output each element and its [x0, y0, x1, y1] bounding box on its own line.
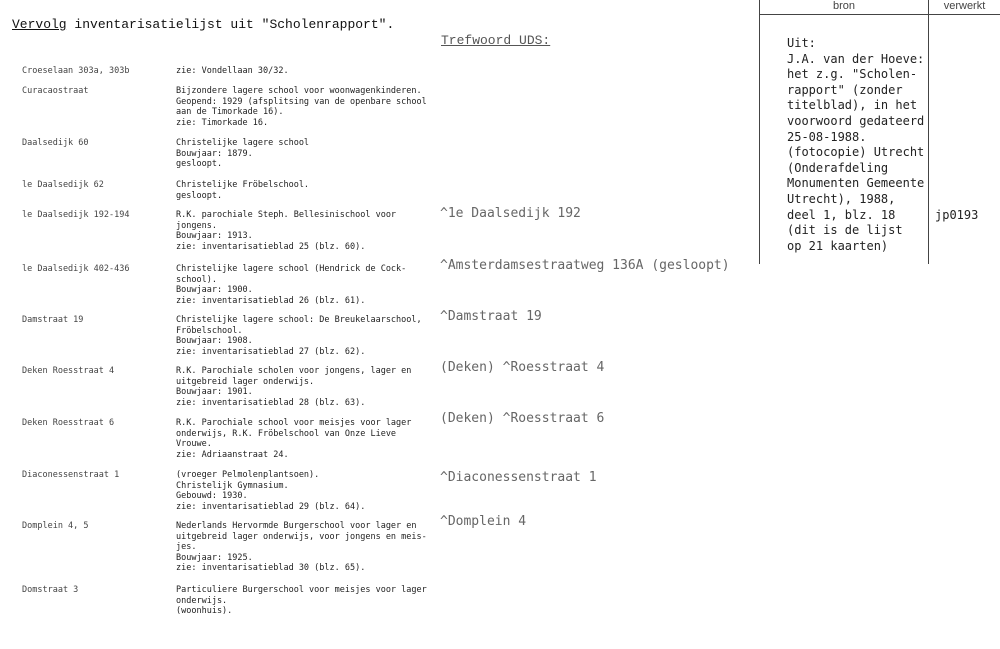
entry-address: Daalsedijk 60 — [22, 138, 89, 148]
entry-trefwoord: ^Amsterdamsestraatweg 136A (gesloopt) — [440, 258, 730, 273]
entry-description: Christelijke lagere school: De Breukelaarschool, Fröbelschool. Bouwjaar: 1908. zie: inventarisatieblad 27 (blz. 62). — [176, 315, 422, 357]
entry-address: le Daalsedijk 62 — [22, 180, 104, 190]
entry-description: Christelijke lagere school (Hendrick de Cock- school). Bouwjaar: 1900. zie: inventarisatieblad 26 (blz. 61). — [176, 264, 407, 306]
entry-description: Christelijke Fröbelschool. gesloopt. — [176, 180, 310, 201]
bron-text: Uit: J.A. van der Hoeve: het z.g. "Scholen- rapport" (zonder titelblad), in het voorwoord gedateerd 25-08-1988. (fotocopie) Utrecht (Onderafdeling Monumenten Gemeente Utrecht), 1988, deel 1, blz. 18 (dit is de lijst op 21 kaarten) — [787, 36, 925, 253]
entry-trefwoord: ^Domplein 4 — [440, 514, 527, 529]
entry-trefwoord: ^1e Daalsedijk 192 — [440, 206, 581, 221]
entry-description: Christelijke lagere school Bouwjaar: 1879. gesloopt. — [176, 138, 310, 170]
entry-address: Diaconessenstraat 1 — [22, 470, 120, 480]
entry-description: zie: Vondellaan 30/32. — [176, 66, 289, 76]
source-box-divider — [928, 0, 929, 264]
page-title — [12, 17, 394, 32]
entry-address: le Daalsedijk 192-194 — [22, 210, 130, 220]
entry-trefwoord: ^Diaconessenstraat 1 — [440, 470, 597, 485]
entry-description: Bijzondere lagere school voor woonwagenkinderen. Geopend: 1929 (afsplitsing van de openbare school aan de Timorkade 16). zie: Timorkade 16. — [176, 86, 427, 128]
entry-description: (vroeger Pelmolenplantsoen). Christelijk Gymnasium. Gebouwd: 1930. zie: inventarisatieblad 29 (blz. 64). — [176, 470, 366, 512]
entry-address: Domstraat 3 — [22, 585, 79, 595]
entry-address: Domplein 4, 5 — [22, 521, 89, 531]
entry-description: Particuliere Burgerschool voor meisjes voor lager onderwijs. (woonhuis). — [176, 585, 427, 617]
entry-trefwoord: (Deken) ^Roesstraat 6 — [440, 411, 605, 426]
title-rest: inventarisatielijst uit "Scholenrapport". — [66, 17, 395, 32]
source-box-left-border — [759, 0, 760, 264]
entry-description: R.K. parochiale Steph. Bellesinischool voor jongens. Bouwjaar: 1913. zie: inventarisatieblad 25 (blz. 60). — [176, 210, 397, 252]
entry-trefwoord: (Deken) ^Roesstraat 4 — [440, 360, 605, 375]
title-prefix: Vervolg — [12, 17, 67, 32]
entry-address: Deken Roesstraat 4 — [22, 366, 115, 376]
entry-address: Curacaostraat — [22, 86, 89, 96]
entry-description: R.K. Parochiale school voor meisjes voor lager onderwijs, R.K. Fröbelschool van Onze Lieve Vrouwe. zie: Adriaanstraat 24. — [176, 418, 412, 460]
source-box-header-line — [759, 14, 1000, 15]
column-header-bron: bron — [832, 0, 856, 12]
trefwoord-heading: Trefwoord UDS: — [441, 33, 551, 48]
entry-address: Croeselaan 303a, 303b — [22, 66, 130, 76]
entry-address: Damstraat 19 — [22, 315, 84, 325]
column-header-verwerkt: verwerkt — [943, 0, 986, 12]
verwerkt-text: jp0193 — [935, 208, 979, 222]
entry-address: le Daalsedijk 402-436 — [22, 264, 130, 274]
entry-address: Deken Roesstraat 6 — [22, 418, 115, 428]
entry-trefwoord: ^Damstraat 19 — [440, 309, 542, 324]
entry-description: Nederlands Hervormde Burgerschool voor lager en uitgebreid lager onderwijs, voor jongens en meis- jes. Bouwjaar: 1925. zie: inventarisatieblad 30 (blz. 65). — [176, 521, 427, 574]
entry-description: R.K. Parochiale scholen voor jongens, lager en uitgebreid lager onderwijs. Bouwjaar: 1901. zie: inventarisatieblad 28 (blz. 63). — [176, 366, 412, 408]
